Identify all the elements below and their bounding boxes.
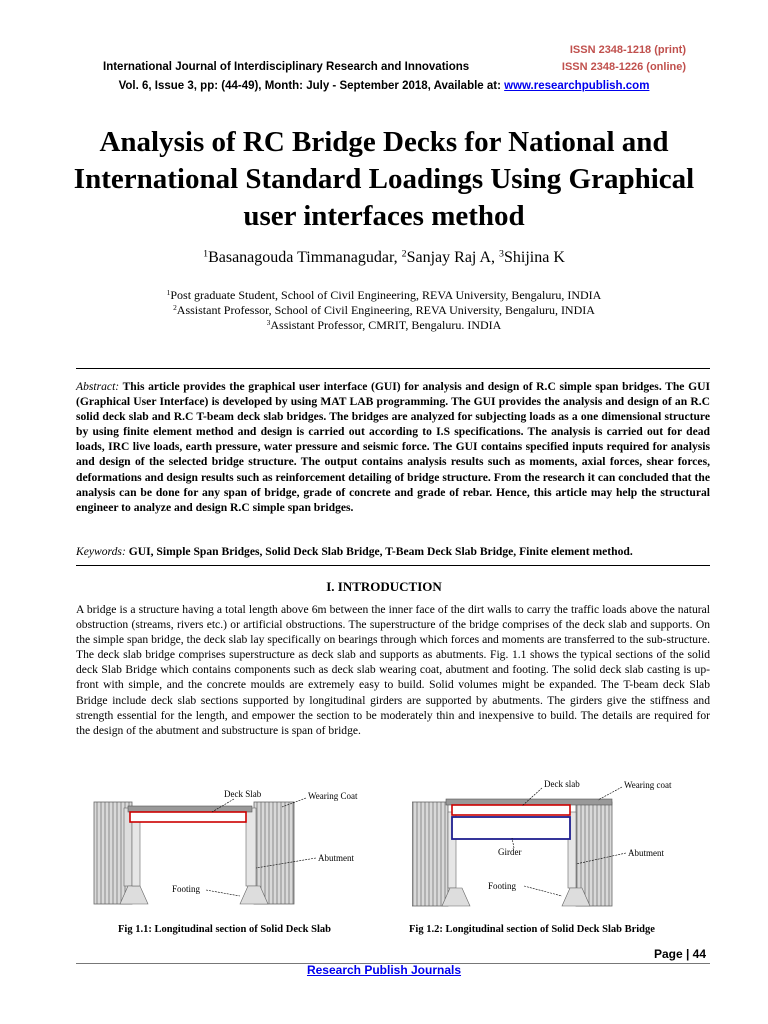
section-heading: I. INTRODUCTION — [326, 579, 442, 594]
journal-url-link[interactable]: www.researchpublish.com — [504, 80, 650, 92]
journal-name: International Journal of Interdisciplinary Research and Innovations — [103, 61, 470, 73]
keywords-bottom-rule — [76, 565, 710, 566]
wearing-coat — [128, 806, 252, 812]
label-abutment: Abutment — [628, 848, 664, 858]
label-footing: Footing — [172, 884, 201, 894]
caption-fig-1-1: Fig 1.1: Longitudinal section of Solid Deck Slab — [118, 924, 331, 935]
volume-info — [0, 80, 768, 92]
leader-footing — [524, 886, 562, 896]
leader-footing — [206, 890, 240, 896]
label-deck-slab: Deck Slab — [224, 789, 262, 799]
label-abutment: Abutment — [318, 853, 354, 863]
introduction-text: A bridge is a structure having a total length above 6m between the inner face of the dirt walls to carry the traffic loads above the natural obstruction (streams, rivers etc.) or artificial obstructions. The superstructure of the bridge comprises of the deck slab and supports. On the simple span bridge, the deck slab lay specifically on bearings through which forces and moments are transferred to the sub-structure. The deck slab bridge comprises superstructure as deck slab and supports as abutments. Fig. 1.1 shows the typical sections of the solid deck Slab Bridge which contains components such as deck slab wearing coat, abutment and footing. The solid deck slab casting is up-front with simple, and the concrete moulds are extremely easy to build. Solid volumes might be expanded. The T-beam deck Slab Bridge include deck slab sections supported by longitudinal girders are supported by abutments. The girders give the stiffness and strength essential for the length, and empower the section to be moderately thin and inexpensive to build. The details are required for the design of the abutment and substructure is span of bridge. — [76, 603, 710, 737]
label-footing: Footing — [488, 881, 517, 891]
deck-slab — [130, 812, 246, 822]
right-abutment-face — [246, 808, 256, 886]
abstract-label: Abstract: — [76, 380, 120, 393]
affiliation-1: $^1$Post graduate Student, School of Civil Engineering, REVA University, Bengaluru, INDIA — [166, 287, 602, 302]
figure-1-2 — [412, 772, 712, 912]
label-deck-slab: Deck slab — [544, 779, 580, 789]
left-fill — [412, 802, 448, 906]
author-list — [0, 249, 768, 267]
author-2: $^2$Sanjay Raj A, — [401, 248, 500, 266]
leader-wearing-coat — [598, 787, 622, 800]
affiliation-2: $^2$Assistant Professor, School of Civil Engineering, REVA University, Bengaluru, INDIA — [173, 302, 595, 317]
affiliation-3: $^3$Assistant Professor, CMRIT, Bengaluru. INDIA — [266, 317, 502, 332]
author-1: $^1$Basanagouda Timmanagudar, — [203, 248, 402, 266]
caption-fig-1-2: Fig 1.2: Longitudinal section of Solid Deck Slab Bridge — [409, 924, 655, 935]
abstract-top-rule — [76, 368, 710, 369]
keywords — [76, 545, 710, 558]
paper-title: Analysis of RC Bridge Decks for National and International Standard Loadings Using Graphical user interfaces method — [73, 126, 695, 232]
label-wearing-coat: Wearing Coat — [308, 791, 358, 801]
author-3: $^3$Shijina K — [499, 248, 565, 266]
wearing-coat — [446, 799, 612, 805]
figure-1-1 — [84, 770, 384, 910]
deck-slab — [452, 805, 570, 815]
label-girder: Girder — [498, 847, 522, 857]
keywords-label: Keywords: — [76, 545, 126, 558]
issn-online: ISSN 2348-1226 (online) — [561, 61, 686, 73]
label-wearing-coat: Wearing coat — [624, 780, 672, 790]
page-number: Page | 44 — [653, 947, 706, 961]
abstract — [76, 379, 710, 515]
footer — [0, 963, 768, 977]
volume-text: Vol. 6, Issue 3, pp: (44-49), Month: July - September 2018, Available at: — [118, 80, 505, 92]
keywords-text: GUI, Simple Span Bridges, Solid Deck Slab Bridge, T-Beam Deck Slab Bridge, Finite element method. — [128, 545, 633, 558]
issn-print: ISSN 2348-1218 (print) — [569, 44, 686, 56]
affiliations — [0, 288, 768, 333]
publisher-link[interactable]: Research Publish Journals — [306, 963, 462, 977]
girder — [452, 817, 570, 839]
abstract-text: This article provides the graphical user interface (GUI) for analysis and design of R.C simple span bridges. The GUI (Graphical User Interface) is developed by using MAT LAB programming. The GUI provides the analysis and design of an R.C solid deck slab and R.C T-beam deck slab bridges. The bridges are analyzed for subjecting loads as a one dimensional structure by using finite element method and design is carried out according to I.S specifications. The analysis is carried out for dead loads, IRC live loads, earth pressure, water pressure and seismic force. The GUI contains specified inputs required for analysis and design of the selected bridge structure. The output contains analysis results such as moments, axial forces, shear forces, deformations and design results such as reinforcement detailing of bridge structure. From the research it can concluded that the analysis can be done for any span of bridge, grade of concrete and grade of rebar. Hence, this article may help the structural engineer to analyze and design R.C simple span bridges. — [76, 380, 710, 514]
